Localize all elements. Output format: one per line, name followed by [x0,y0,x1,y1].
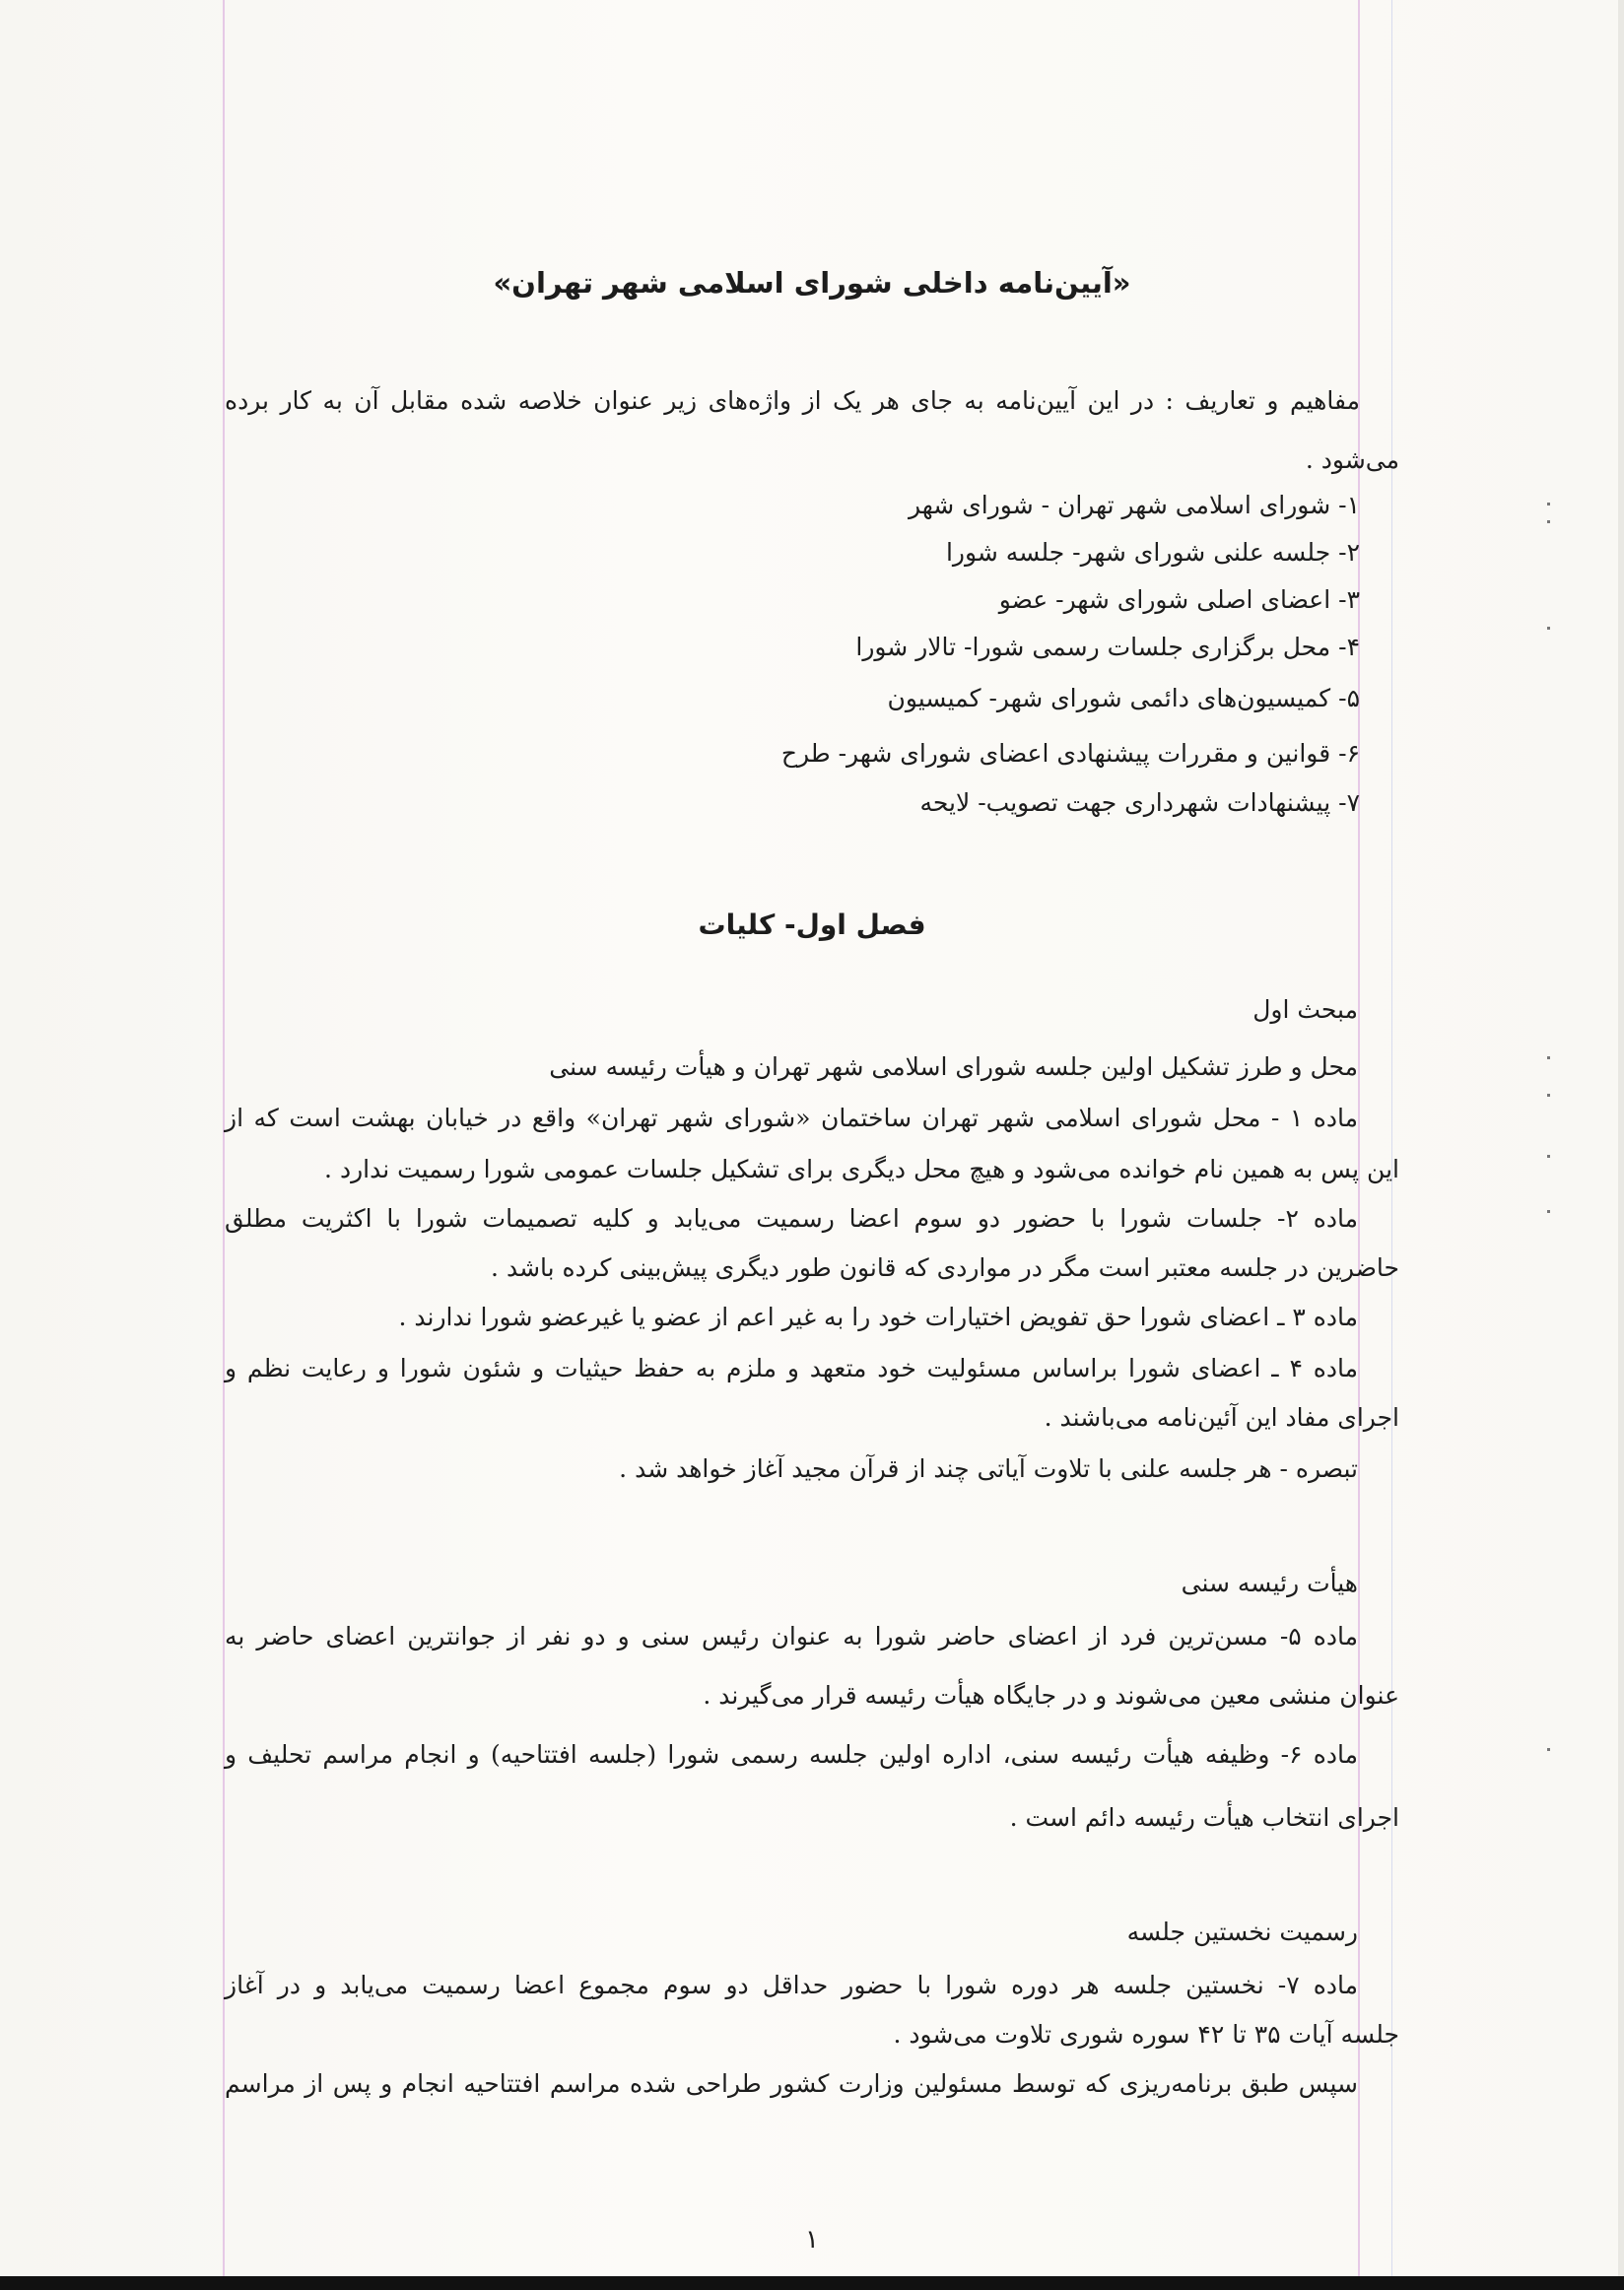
document-title: «آیین‌نامه داخلی شورای اسلامی شهر تهران» [493,266,1131,300]
definition-item: ۱- شورای اسلامی شهر تهران - شورای شهر [908,491,1360,519]
definitions-intro-line: می‌شود . [1305,445,1399,474]
margin-mark [1547,627,1550,630]
definition-item: ۳- اعضای اصلی شورای شهر- عضو [998,585,1360,614]
scan-border [0,2276,1624,2290]
article-line: ماده ۳ ـ اعضای شورا حق تفویض اختیارات خود را به غیر اعم از عضو یا غیرعضو شورا ندارند . [398,1303,1358,1331]
section-heading: مبحث اول [1252,995,1358,1024]
margin-line-right [1358,0,1360,2290]
margin-line-far-right [1391,0,1392,2290]
article-line: عنوان منشی معین می‌شوند و در جایگاه هیأت رئیسه قرار می‌گیرند . [703,1681,1399,1710]
margin-mark [1547,520,1550,523]
margin-line-left [223,0,225,2290]
article-line: اجرای مفاد این آئین‌نامه می‌باشند . [1044,1403,1399,1432]
article-line: جلسه آیات ۳۵ تا ۴۲ سوره شوری تلاوت می‌شود . [893,2020,1399,2049]
article-line: ماده ۴ ـ اعضای شورا براساس مسئولیت خود متعهد و ملزم به حفظ حیثیات و شئون شورا و رعایت نظم و [225,1354,1358,1382]
article-line: ماده ۲- جلسات شورا با حضور دو سوم اعضا رسمیت می‌یابد و کلیه تصمیمات شورا با اکثریت مطلق [225,1204,1358,1233]
definitions-intro-line: مفاهیم و تعاریف : در این آیین‌نامه به جای هر یک از واژه‌های زیر عنوان خلاصه شده مقابل آن به کار برده [225,386,1360,415]
definition-item: ۶- قوانین و مقررات پیشنهادی اعضای شورای شهر- طرح [780,739,1360,768]
chapter-title: فصل اول- کلیات [698,909,926,941]
article-line: این پس به همین نام خوانده می‌شود و هیچ محل دیگری برای تشکیل جلسات عمومی شورا رسمیت ندارد . [324,1155,1399,1183]
margin-mark [1547,503,1550,505]
article-line: تبصره - هر جلسه علنی با تلاوت آیاتی چند از قرآن مجید آغاز خواهد شد . [619,1454,1358,1483]
margin-mark [1547,1056,1550,1059]
margin-mark [1547,1748,1550,1751]
article-line: سپس طبق برنامه‌ریزی که توسط مسئولین وزارت کشور طراحی شده مراسم افتتاحیه انجام و پس از مراسم [225,2069,1358,2098]
definition-item: ۷- پیشنهادات شهرداری جهت تصویب- لایحه [919,788,1360,817]
margin-mark [1547,1210,1550,1213]
section-heading: رسمیت نخستین جلسه [1126,1918,1358,1946]
article-line: حاضرین در جلسه معتبر است مگر در مواردی که قانون طور دیگری پیش‌بینی کرده باشد . [491,1253,1399,1282]
definition-item: ۲- جلسه علنی شورای شهر- جلسه شورا [945,538,1360,567]
definition-item: ۴- محل برگزاری جلسات رسمی شورا- تالار شورا [855,633,1360,661]
article-line: ماده ۵- مسن‌ترین فرد از اعضای حاضر شورا به عنوان رئیس سنی و دو نفر از جوانترین اعضای حاضر به [225,1622,1359,1650]
article-line: ماده ۶- وظیفه هیأت رئیسه سنی، اداره اولین جلسه رسمی شورا (جلسه افتتاحیه) و انجام مراسم تحلیف و [225,1740,1359,1769]
page-edge [1618,0,1624,2290]
section-heading: هیأت رئیسه سنی [1181,1569,1358,1597]
section-subheading: محل و طرز تشکیل اولین جلسه شورای اسلامی شهر تهران و هیأت رئیسه سنی [549,1052,1358,1081]
margin-mark [1547,1155,1550,1158]
article-line: ماده ۱ - محل شورای اسلامی شهر تهران ساختمان «شورای شهر تهران» واقع در خیابان بهشت است که از [225,1104,1359,1132]
page-number: ۱ [805,2225,819,2255]
article-line: اجرای انتخاب هیأت رئیسه دائم است . [1009,1803,1399,1832]
article-line: ماده ۷- نخستین جلسه هر دوره شورا با حضور حداقل دو سوم مجموع اعضا رسمیت می‌یابد و در آغاز [225,1971,1359,1999]
margin-mark [1547,1094,1550,1097]
definition-item: ۵- کمیسیون‌های دائمی شورای شهر- کمیسیون [887,684,1360,712]
